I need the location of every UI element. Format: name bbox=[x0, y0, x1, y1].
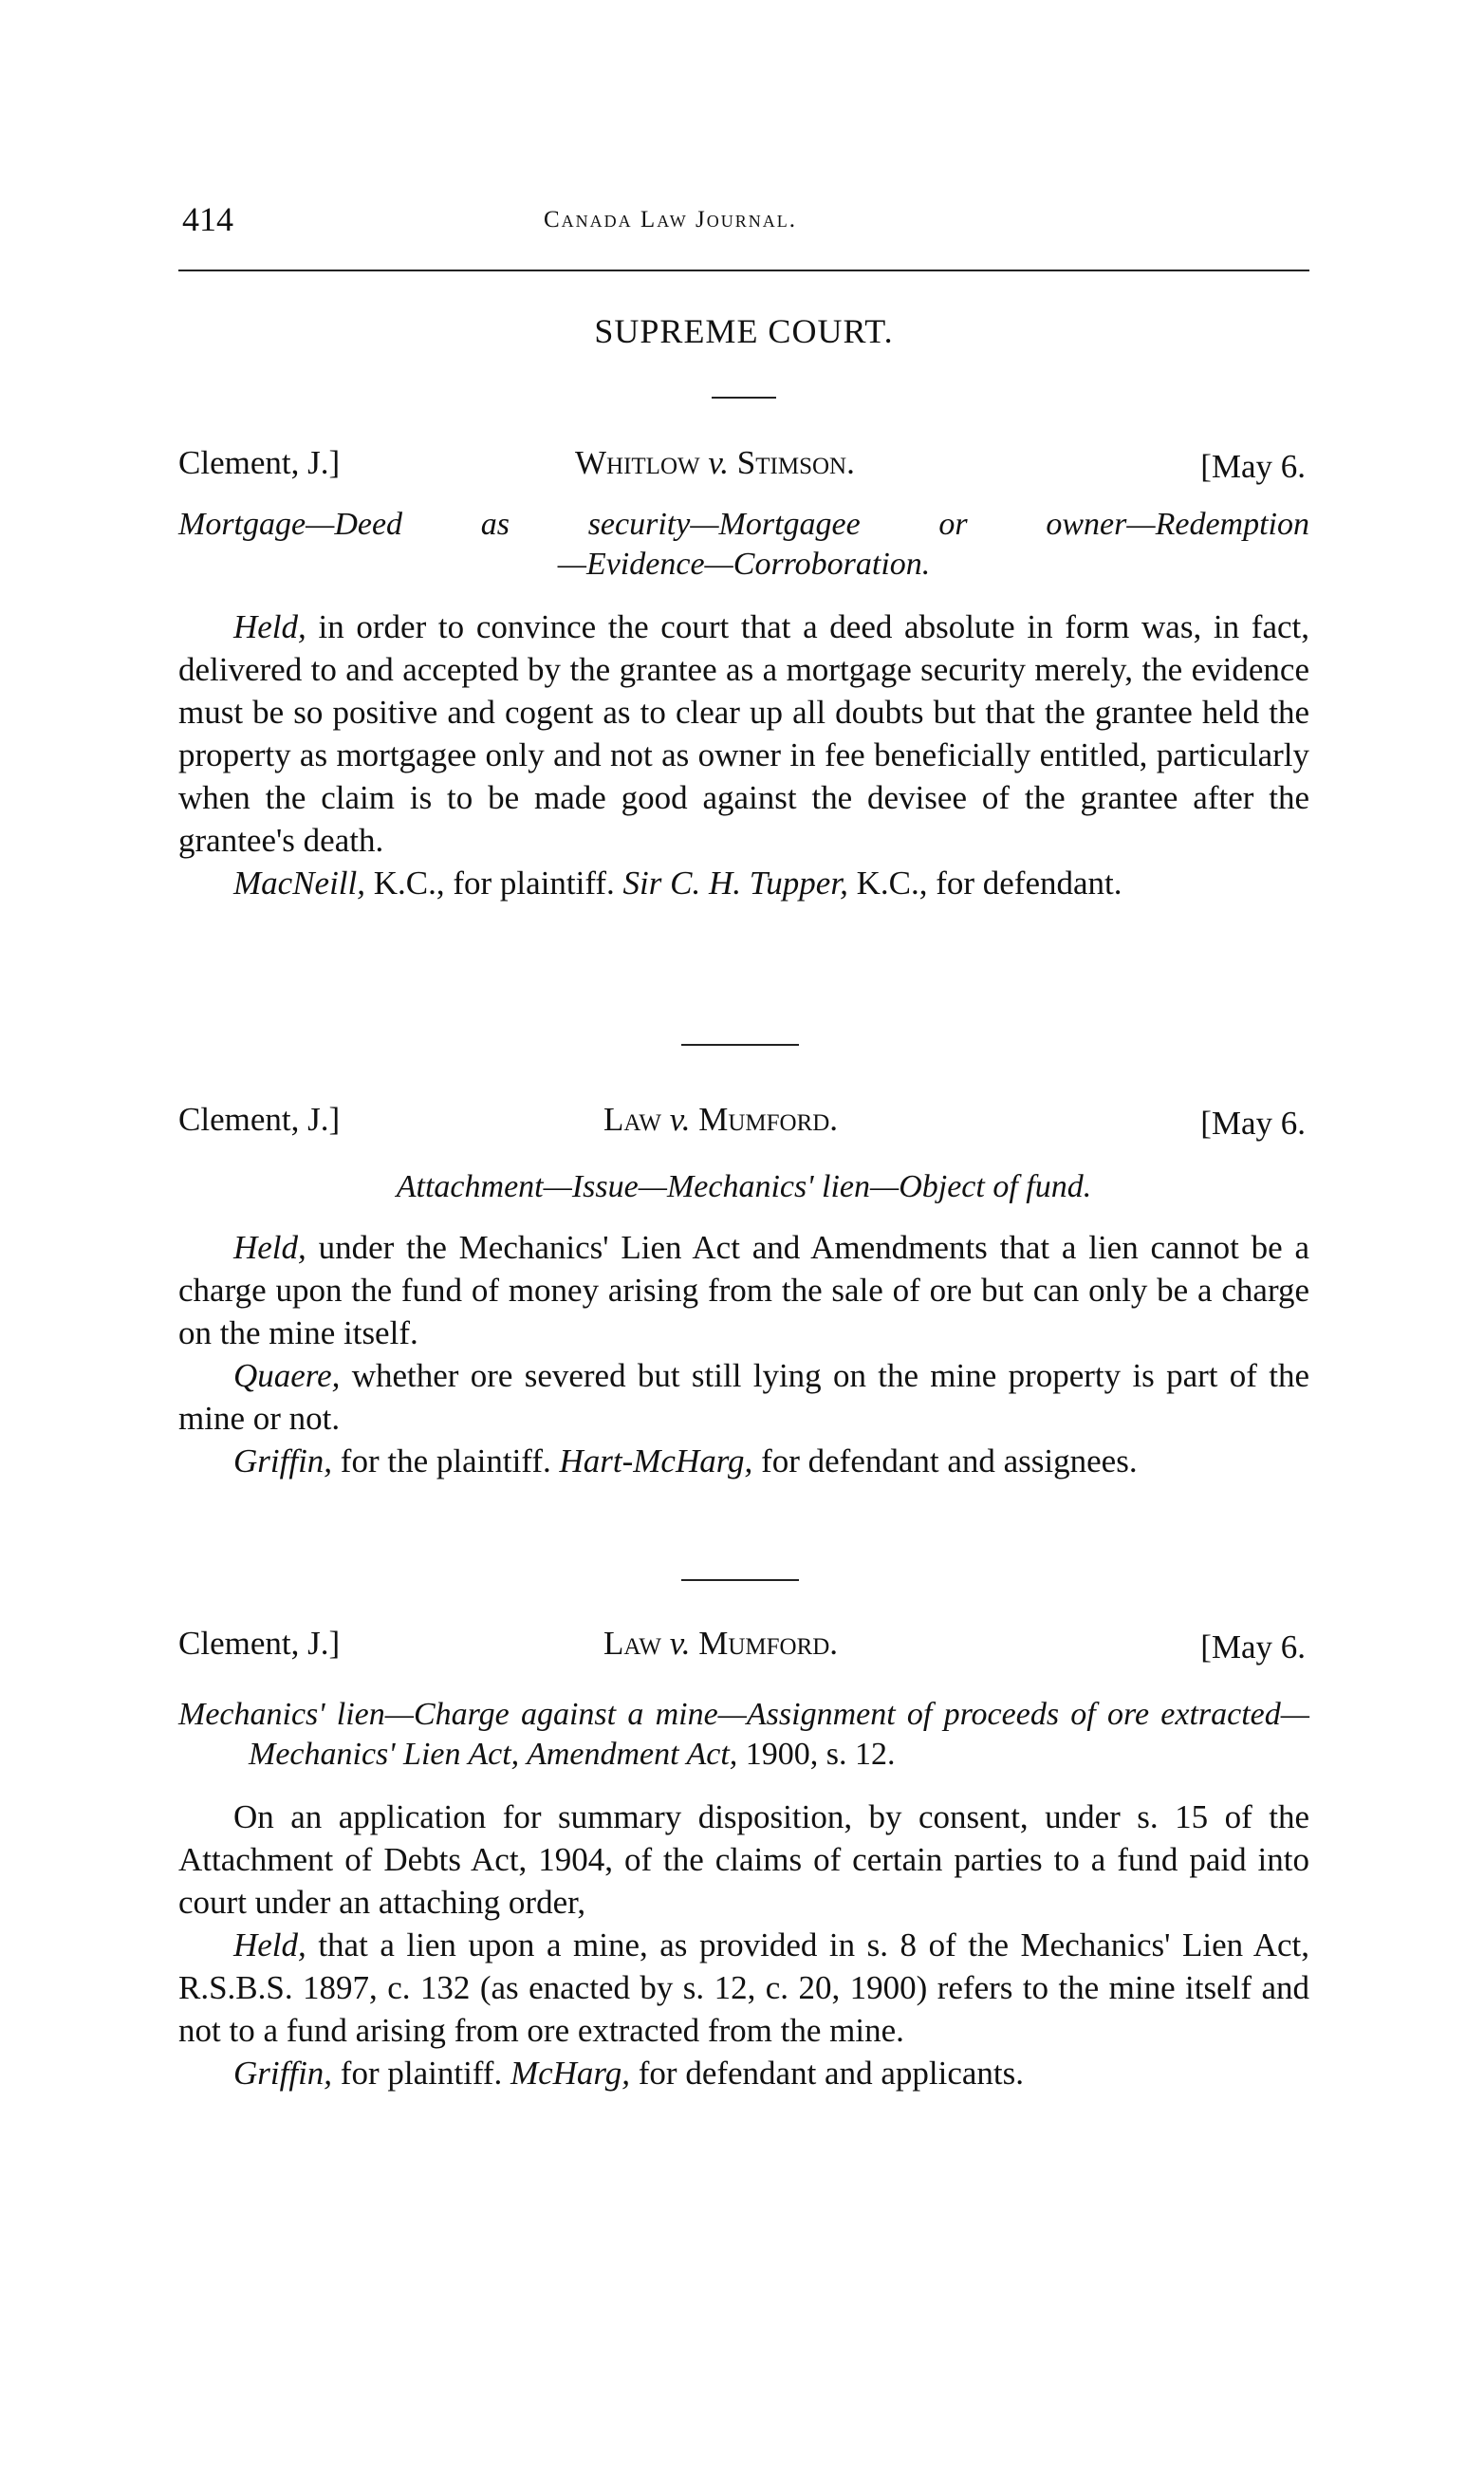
paragraph-text: that a lien upon a mine, as provided in s. 8 of the Mechanics' Lien Act, R.S.B.S. 1897, c. 132 (as enacted by s. 12, c. 20, 1900) refers to the mine itself and not to a fund arising from ore extracted from the mine. bbox=[178, 1926, 1309, 2049]
case-date: [May 6. bbox=[1200, 448, 1306, 485]
case-divider bbox=[681, 1579, 799, 1581]
paragraph bbox=[178, 1354, 1309, 1440]
judge: Clement, J.] bbox=[178, 1625, 341, 1662]
case-law-v-mumford-1 bbox=[178, 1101, 1309, 1482]
paragraph-lead: Quaere, bbox=[233, 1357, 341, 1394]
counsel-1-text: for the plaintiff. bbox=[332, 1442, 560, 1479]
judge: Clement, J.] bbox=[178, 444, 341, 481]
paragraph-text: under the Mechanics' Lien Act and Amendments that a lien cannot be a charge upon the fund of money arising from the sale of ore but can only be a charge on the mine itself. bbox=[178, 1229, 1309, 1351]
paragraph-lead: Held, bbox=[233, 1229, 306, 1266]
counsel-1-name: MacNeill, bbox=[233, 865, 365, 902]
page-header bbox=[178, 199, 1309, 243]
counsel-1-name: Griffin, bbox=[233, 2055, 333, 2092]
counsel-2-text: for defendant and assignees. bbox=[752, 1442, 1138, 1479]
counsel-1-text: K.C., for plaintiff. bbox=[365, 865, 623, 902]
counsel-1-text: for plaintiff. bbox=[332, 2055, 510, 2092]
case-date: [May 6. bbox=[1200, 1105, 1306, 1142]
paragraph-text: whether ore severed but still lying on the mine property is part of the mine or not. bbox=[178, 1357, 1309, 1437]
counsel-2-name: Hart-McHarg, bbox=[559, 1442, 753, 1479]
judge: Clement, J.] bbox=[178, 1101, 341, 1138]
counsel-line bbox=[178, 2052, 1309, 2094]
headnote bbox=[178, 1167, 1309, 1207]
case-name bbox=[603, 1101, 838, 1139]
counsel-2-name: Sir C. H. Tupper, bbox=[622, 865, 848, 902]
headnote-line-2: —Evidence—Corroboration. bbox=[557, 547, 931, 582]
paragraph bbox=[178, 1226, 1309, 1354]
paragraph bbox=[178, 605, 1309, 862]
page-number: 414 bbox=[182, 200, 233, 238]
paragraph-text: in order to convince the court that a deed absolute in form was, in fact, delivered to and accepted by the grantee as a mortgage security merely, the evidence must be so positive and cogent as to clear up all doubts but that the grantee held the property as mortgagee only and not as owner in fee beneficially entitled, particularly when the claim is to be made good against the devisee of the grantee after the grantee's death. bbox=[178, 608, 1309, 859]
party-b: Mumford. bbox=[698, 1625, 839, 1662]
counsel-line bbox=[178, 1440, 1309, 1482]
counsel-2-text: K.C., for defendant. bbox=[847, 865, 1122, 902]
paragraph bbox=[178, 1796, 1309, 1924]
party-b: Stimson. bbox=[736, 444, 855, 481]
party-b: Mumford. bbox=[698, 1101, 839, 1138]
versus: v. bbox=[669, 1625, 691, 1662]
case-heading bbox=[178, 444, 1309, 490]
case-whitlow-v-stimson bbox=[178, 444, 1309, 904]
case-law-v-mumford-2 bbox=[178, 1625, 1309, 2094]
headnote-continued bbox=[178, 545, 1309, 585]
case-heading bbox=[178, 1625, 1309, 1670]
headnote bbox=[178, 505, 1309, 545]
paragraph-lead: Held, bbox=[233, 608, 306, 645]
party-a: Law bbox=[603, 1625, 662, 1662]
headnote-line-1: Mechanics' lien—Charge against a mine—Assignment of proceeds of ore extracted—Mechanics' Lien Act, Amendment Act, bbox=[178, 1697, 1309, 1772]
paragraph-lead: Held, bbox=[233, 1926, 306, 1963]
counsel-1-name: Griffin, bbox=[233, 1442, 333, 1479]
headnote bbox=[178, 1695, 1309, 1775]
counsel-2-text: for defendant and applicants. bbox=[630, 2055, 1024, 2092]
paragraph bbox=[178, 1924, 1309, 2052]
header-rule bbox=[178, 270, 1309, 271]
counsel-line bbox=[178, 862, 1309, 904]
headnote-line-1: Mortgage—Deed as security—Mortgagee or owner—Redemption bbox=[178, 507, 1309, 542]
case-date: [May 6. bbox=[1200, 1628, 1306, 1666]
case-heading bbox=[178, 1101, 1309, 1146]
running-head: Canada Law Journal. bbox=[544, 207, 797, 233]
versus: v. bbox=[669, 1101, 691, 1138]
case-name bbox=[603, 1625, 838, 1663]
party-a: Law bbox=[603, 1101, 662, 1138]
counsel-2-name: McHarg, bbox=[510, 2055, 631, 2092]
court-title: SUPREME COURT. bbox=[594, 312, 894, 350]
party-a: Whitlow bbox=[575, 444, 700, 481]
title-divider bbox=[712, 397, 776, 399]
case-name bbox=[575, 444, 855, 482]
headnote-line-2: 1900, s. 12. bbox=[737, 1737, 896, 1772]
case-divider bbox=[681, 1044, 799, 1046]
case-body bbox=[178, 1796, 1309, 2094]
paragraph-text: On an application for summary disposition, by consent, under s. 15 of the Attachment of Debts Act, 1904, of the claims of certain parties to a fund paid into court under an attaching order, bbox=[178, 1798, 1309, 1921]
versus: v. bbox=[708, 444, 730, 481]
case-body bbox=[178, 605, 1309, 904]
case-body bbox=[178, 1226, 1309, 1482]
headnote-line-1: Attachment—Issue—Mechanics' lien—Object of fund. bbox=[396, 1169, 1092, 1204]
